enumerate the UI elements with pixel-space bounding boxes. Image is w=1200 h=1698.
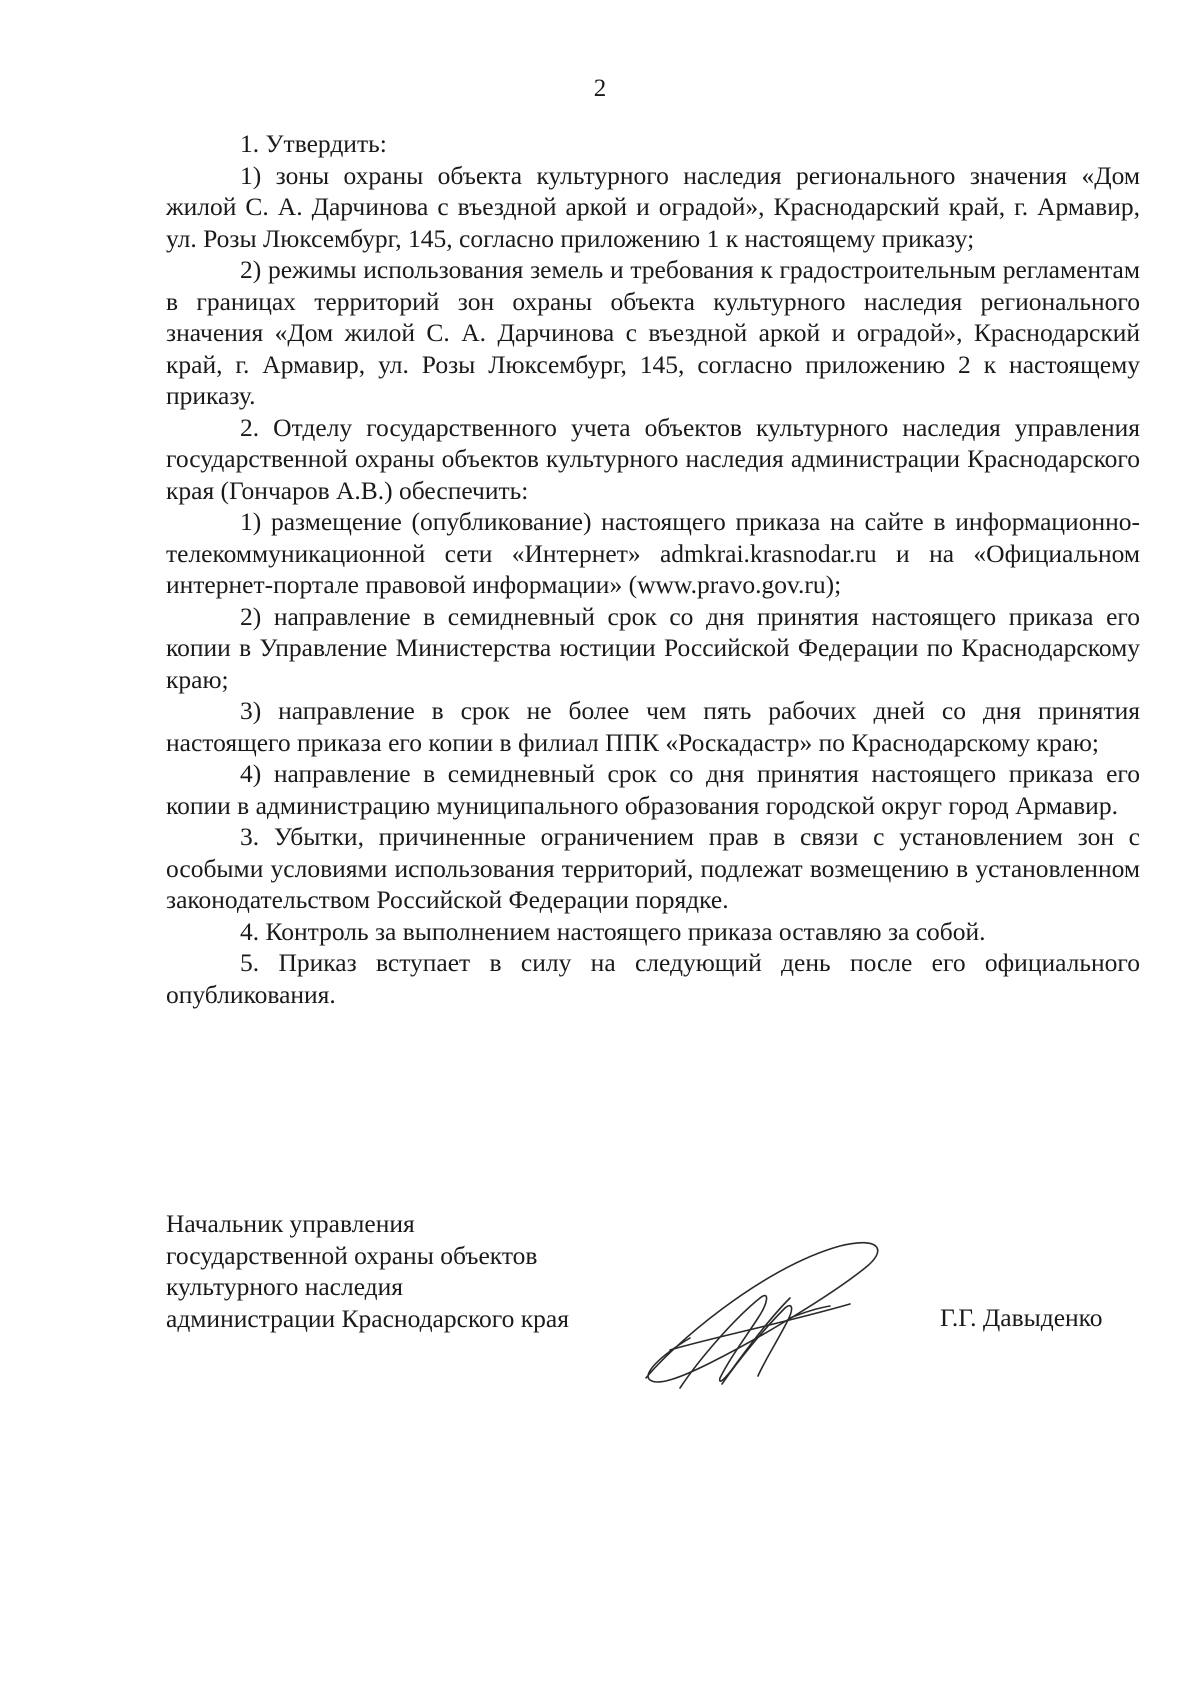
paragraph-approve-item-2: 2) режимы использования земель и требования к градостроительным регламентам в границах территорий зон охраны объекта культурного наследия регионального значения «Дом жилой С. А. Дарчинова с въездной аркой и оградой», Краснодарский край, г. Армавир, ул. Розы Люксембург, 145, согласно приложению 2 к настоящему приказу.: [166, 255, 1140, 410]
paragraph-losses: 3. Убытки, причиненные ограничением прав в связи с установлением зон с особыми условиями использования территорий, подлежат возмещению в установленном законодательством Российской Федерации порядке.: [166, 822, 1140, 914]
signatory-position-line: администрации Краснодарского края: [166, 1303, 569, 1333]
paragraph-department-duties: 2. Отделу государственного учета объектов культурного наследия управления государственной охраны объектов культурного наследия администрации Краснодарского края (Гончаров А.В.) обеспечить:: [166, 412, 1140, 505]
handwritten-signature: [640, 1228, 890, 1398]
paragraph-duty-item-2: 2) направление в семидневный срок со дня принятия настоящего приказа его копии в Управление Министерства юстиции Российской Федерации по Краснодарскому краю;: [166, 601, 1140, 694]
document-body: [166, 128, 1140, 1010]
paragraph-approve-item-1: 1) зоны охраны объекта культурного наследия регионального значения «Дом жилой С. А. Дарчинова с въездной аркой и оградой», Краснодарский край, г. Армавир, ул. Розы Люксембург, 145, согласно приложению 1 к настоящему приказу;: [166, 160, 1140, 253]
signatory-position-line: Начальник управления: [166, 1209, 415, 1238]
paragraph-effective-date: 5. Приказ вступает в силу на следующий день после его официального опубликования.: [166, 948, 1140, 1009]
signatory-position: [166, 1208, 569, 1334]
signatory-position-line: государственной охраны объектов: [166, 1240, 538, 1270]
signatory-position-line: культурного наследия: [166, 1272, 404, 1301]
page-number: 2: [593, 75, 607, 102]
signatory-name: Г.Г. Давыденко: [940, 1303, 1103, 1332]
paragraph-approve: 1. Утвердить:: [240, 129, 387, 158]
paragraph-duty-item-1: 1) размещение (опубликование) настоящего приказа на сайте в информационно-телекоммуникационной сети «Интернет» admkrai.krasnodar.ru и на «Официальном интернет-портале правовой информации» (www.pravo.gov.ru);: [166, 507, 1140, 599]
paragraph-duty-item-3: 3) направление в срок не более чем пять рабочих дней со дня принятия настоящего приказа его копии в филиал ППК «Роскадастр» по Краснодарскому краю;: [166, 696, 1140, 757]
paragraph-duty-item-4: 4) направление в семидневный срок со дня принятия настоящего приказа его копии в администрацию муниципального образования городской округ город Армавир.: [166, 759, 1140, 820]
paragraph-control: 4. Контроль за выполнением настоящего приказа оставляю за собой.: [240, 916, 986, 946]
